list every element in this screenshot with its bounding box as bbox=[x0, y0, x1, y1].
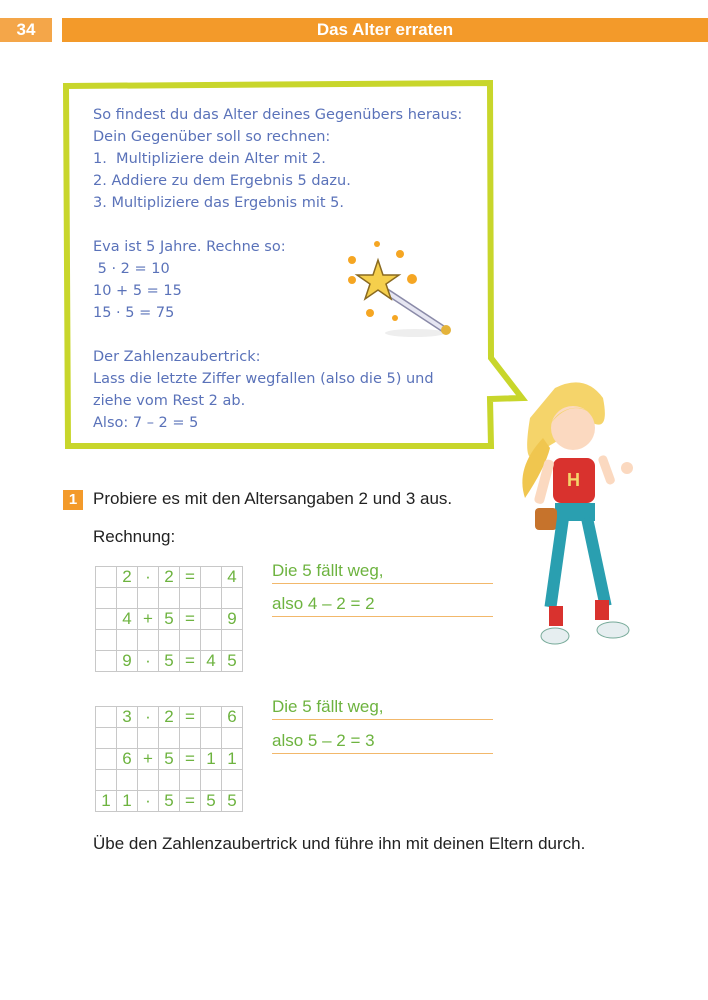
grid-cell[interactable]: 9 bbox=[117, 651, 138, 672]
grid-cell[interactable]: 6 bbox=[222, 707, 243, 728]
bubble-line: Dein Gegenüber soll so rechnen: bbox=[93, 129, 331, 145]
grid-cell[interactable] bbox=[159, 728, 180, 749]
grid-cell[interactable]: 4 bbox=[222, 567, 243, 588]
bubble-line: ziehe vom Rest 2 ab. bbox=[93, 393, 246, 409]
answer-line[interactable]: also 4 – 2 = 2 bbox=[272, 593, 493, 617]
grid-cell[interactable] bbox=[222, 588, 243, 609]
girl-illustration bbox=[515, 378, 645, 658]
grid-cell[interactable] bbox=[222, 630, 243, 651]
bubble-line: Eva ist 5 Jahre. Rechne so: bbox=[93, 239, 286, 255]
grid-cell[interactable] bbox=[180, 630, 201, 651]
grid-cell[interactable]: 2 bbox=[117, 567, 138, 588]
grid-cell[interactable] bbox=[96, 630, 117, 651]
grid-cell[interactable]: 1 bbox=[117, 791, 138, 812]
bubble-line: 3. Multipliziere das Ergebnis mit 5. bbox=[93, 195, 344, 211]
grid-cell[interactable]: = bbox=[180, 791, 201, 812]
grid-cell[interactable]: 4 bbox=[117, 609, 138, 630]
grid-cell[interactable] bbox=[201, 588, 222, 609]
grid-cell[interactable] bbox=[117, 770, 138, 791]
grid-cell[interactable] bbox=[180, 728, 201, 749]
bubble-line: Lass die letzte Ziffer wegfallen (also die 5) und bbox=[93, 371, 434, 387]
grid-cell[interactable] bbox=[96, 728, 117, 749]
grid-cell[interactable]: = bbox=[180, 567, 201, 588]
answer-line[interactable]: Die 5 fällt weg, bbox=[272, 560, 493, 584]
grid-cell[interactable]: · bbox=[138, 707, 159, 728]
bubble-line: 1. Multipliziere dein Alter mit 2. bbox=[93, 151, 326, 167]
grid-cell[interactable]: + bbox=[138, 749, 159, 770]
grid-cell[interactable] bbox=[222, 770, 243, 791]
grid-cell[interactable] bbox=[117, 588, 138, 609]
bubble-line: 10 + 5 = 15 bbox=[93, 283, 182, 299]
calculation-grid-1 bbox=[95, 566, 243, 672]
practice-instruction: Übe den Zahlenzaubertrick und führe ihn mit deinen Eltern durch. bbox=[93, 834, 586, 853]
bubble-line: Der Zahlenzaubertrick: bbox=[93, 349, 261, 365]
grid-cell[interactable]: = bbox=[180, 609, 201, 630]
calculation-grid-2 bbox=[95, 706, 243, 812]
grid-cell[interactable] bbox=[159, 588, 180, 609]
grid-cell[interactable]: = bbox=[180, 651, 201, 672]
grid-cell[interactable]: · bbox=[138, 791, 159, 812]
grid-cell[interactable] bbox=[138, 770, 159, 791]
grid-cell[interactable] bbox=[201, 609, 222, 630]
bubble-line: 2. Addiere zu dem Ergebnis 5 dazu. bbox=[93, 173, 351, 189]
grid-cell[interactable]: 1 bbox=[96, 791, 117, 812]
grid-cell[interactable] bbox=[96, 770, 117, 791]
grid-cell[interactable] bbox=[180, 770, 201, 791]
grid-cell[interactable] bbox=[117, 630, 138, 651]
page-title: Das Alter erraten bbox=[62, 18, 708, 42]
answer-line[interactable]: also 5 – 2 = 3 bbox=[272, 730, 493, 754]
grid-cell[interactable] bbox=[96, 749, 117, 770]
grid-cell[interactable] bbox=[138, 630, 159, 651]
grid-cell[interactable]: + bbox=[138, 609, 159, 630]
svg-text:H: H bbox=[567, 470, 580, 490]
grid-cell[interactable] bbox=[138, 588, 159, 609]
grid-cell[interactable] bbox=[201, 567, 222, 588]
grid-cell[interactable]: · bbox=[138, 651, 159, 672]
grid-cell[interactable] bbox=[201, 630, 222, 651]
calculation-label: Rechnung: bbox=[93, 527, 176, 546]
bubble-line: 5 · 2 = 10 bbox=[93, 261, 170, 277]
grid-cell[interactable]: 9 bbox=[222, 609, 243, 630]
grid-cell[interactable]: 3 bbox=[117, 707, 138, 728]
grid-cell[interactable]: 5 bbox=[201, 791, 222, 812]
grid-cell[interactable]: 5 bbox=[222, 791, 243, 812]
answer-line[interactable]: Die 5 fällt weg, bbox=[272, 696, 493, 720]
magic-wand-icon bbox=[340, 238, 460, 348]
grid-cell[interactable]: 5 bbox=[159, 651, 180, 672]
grid-cell[interactable]: 2 bbox=[159, 567, 180, 588]
bubble-line: So findest du das Alter deines Gegenübers heraus: bbox=[93, 107, 463, 123]
bubble-line: 15 · 5 = 75 bbox=[93, 305, 175, 321]
grid-cell[interactable]: 5 bbox=[159, 791, 180, 812]
grid-cell[interactable]: 1 bbox=[222, 749, 243, 770]
task-instruction: Probiere es mit den Altersangaben 2 und 3 aus. bbox=[93, 489, 453, 508]
grid-cell[interactable]: 5 bbox=[222, 651, 243, 672]
grid-cell[interactable]: · bbox=[138, 567, 159, 588]
grid-cell[interactable] bbox=[96, 567, 117, 588]
page-number: 34 bbox=[0, 18, 52, 42]
grid-cell[interactable] bbox=[201, 728, 222, 749]
grid-cell[interactable] bbox=[222, 728, 243, 749]
grid-cell[interactable] bbox=[159, 630, 180, 651]
grid-cell[interactable]: 5 bbox=[159, 749, 180, 770]
grid-cell[interactable] bbox=[96, 707, 117, 728]
grid-cell[interactable] bbox=[96, 609, 117, 630]
grid-cell[interactable]: = bbox=[180, 707, 201, 728]
grid-cell[interactable] bbox=[180, 588, 201, 609]
bubble-line: Also: 7 – 2 = 5 bbox=[93, 415, 199, 431]
task-1 bbox=[63, 489, 452, 510]
grid-cell[interactable] bbox=[201, 770, 222, 791]
task-number: 1 bbox=[63, 490, 83, 510]
grid-cell[interactable] bbox=[138, 728, 159, 749]
grid-cell[interactable]: 2 bbox=[159, 707, 180, 728]
grid-cell[interactable]: 5 bbox=[159, 609, 180, 630]
grid-cell[interactable]: 6 bbox=[117, 749, 138, 770]
grid-cell[interactable] bbox=[96, 651, 117, 672]
grid-cell[interactable]: 1 bbox=[201, 749, 222, 770]
grid-cell[interactable]: = bbox=[180, 749, 201, 770]
grid-cell[interactable]: 4 bbox=[201, 651, 222, 672]
grid-cell[interactable] bbox=[159, 770, 180, 791]
grid-cell[interactable] bbox=[96, 588, 117, 609]
grid-cell[interactable] bbox=[117, 728, 138, 749]
bubble-line bbox=[93, 214, 462, 236]
grid-cell[interactable] bbox=[201, 707, 222, 728]
